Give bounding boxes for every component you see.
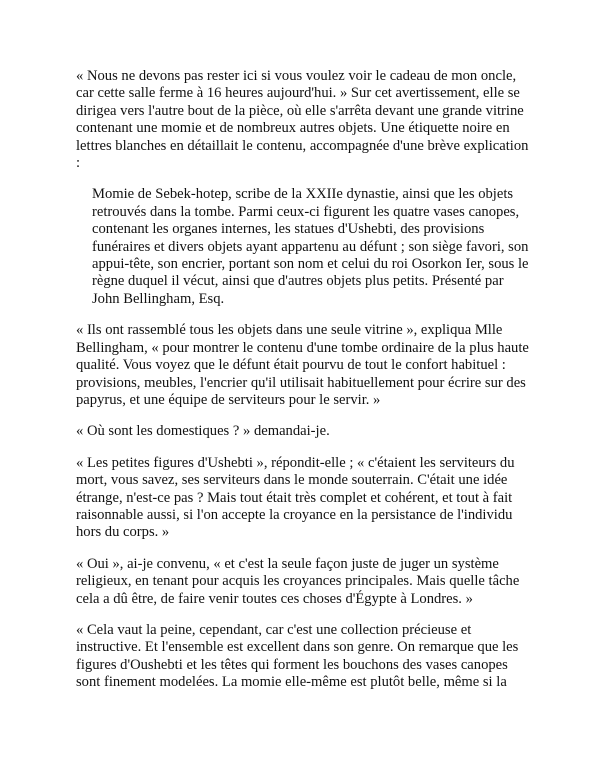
paragraph-bellingham-explains: « Ils ont rassemblé tous les objets dans une seule vitrine », expliqua Mlle Bellingham, « pour montrer le contenu d'une tombe ordinaire de la plus haute qualité. Vous voyez que le défunt était pourvu de tout le confort habituel : provisions, meubles, l'encrier qu'il utilisait habituellement pour écrire sur des papyrus, et une équipe de serviteurs pour le servir. » (76, 322, 529, 408)
paragraph-ushebti-answer: « Les petites figures d'Ushebti », répondit-elle ; « c'étaient les serviteurs du mort, vous savez, ses serviteurs dans le monde souterrain. C'était une idée étrange, n'est-ce pas ? Mais tout était très complet et cohérent, et tout à fait raisonnable aussi, si l'on accepte la croyance en la persistance de l'individu hors du corps. » (76, 454, 515, 541)
paragraph-question-servants: « Où sont les domestiques ? » demandai-je. (76, 423, 330, 440)
paragraph-collection-value: « Cela vaut la peine, cependant, car c'est une collection précieuse et instructive. Et l'ensemble est excellent dans son genre. On remarque que les figures d'Oushebti et les têtes qui forment les bouchons des vases canopes sont finement modelées. La momie elle-même est plutôt belle, même si la (76, 621, 519, 691)
document-page (76, 68, 534, 706)
paragraph-religious-system: « Oui », ai-je convenu, « et c'est la seule façon juste de juger un système religieux, en tenant pour acquis les croyances principales. Mais quelle tâche cela a dû être, de faire venir toutes ces choses d'Égypte à Londres. » (76, 555, 520, 607)
paragraph-intro: « Nous ne devons pas rester ici si vous voulez voir le cadeau de mon oncle, car cette salle ferme à 16 heures aujourd'hui. » Sur cet avertissement, elle se dirigea vers l'autre bout de la pièce, où elle s'arrêta devant une grande vitrine contenant une momie et de nombreux autres objets. Une étiquette noire en lettres blanches en détaillait le contenu, accompagnée d'une brève explication : (76, 68, 529, 172)
label-quote: Momie de Sebek-hotep, scribe de la XXIIe dynastie, ainsi que les objets retrouvés dans la tombe. Parmi ceux-ci figurent les quatre vases canopes, contenant les organes internes, les statues d'Ushebti, des provisions funéraires et divers objets ayant appartenu au défunt ; son siège favori, son appui-tête, son encrier, portant son nom et celui du roi Osorkon Ier, sous le règne duquel il vécut, ainsi que d'autres objets plus petits. Présenté par John Bellingham, Esq. (92, 186, 529, 307)
